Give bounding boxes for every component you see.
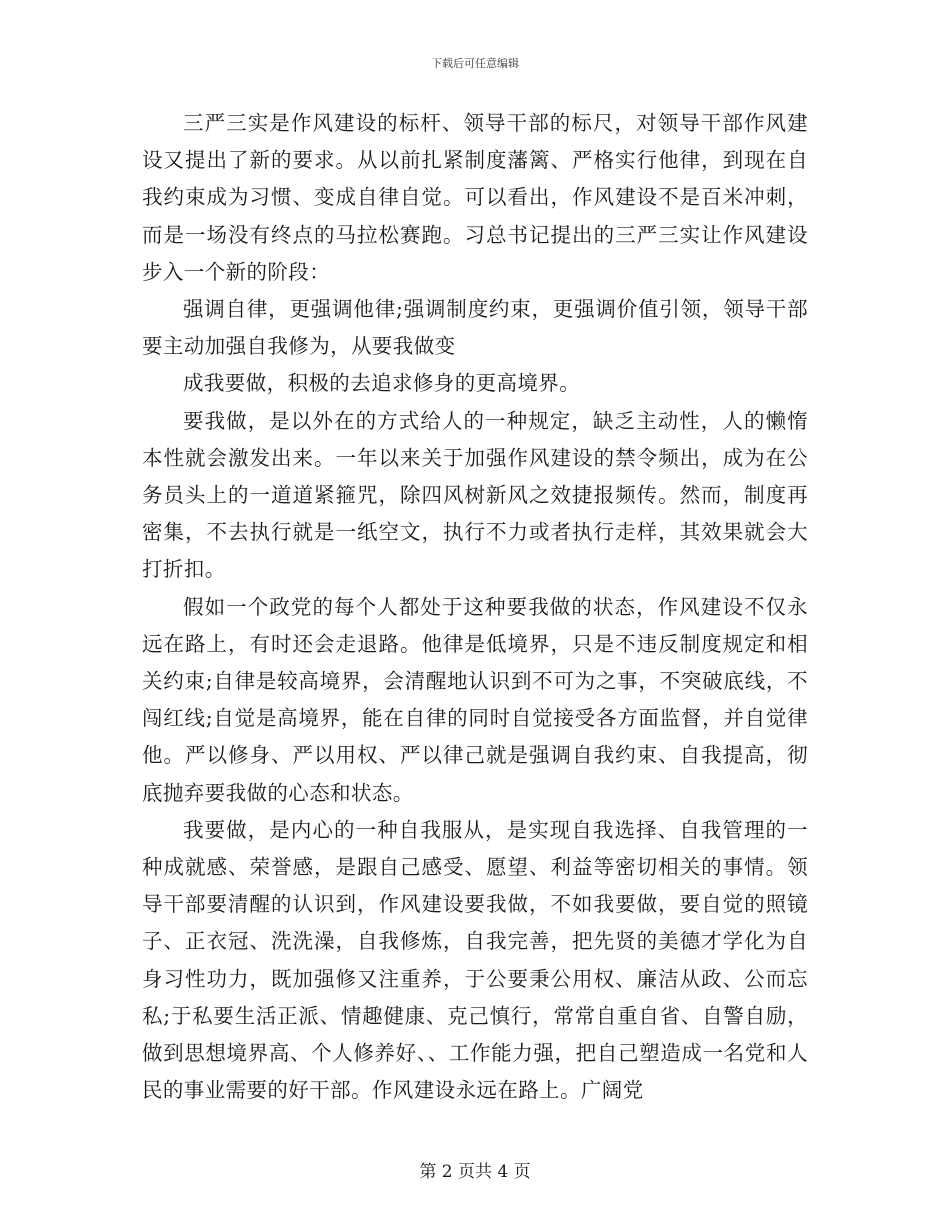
paragraph-5: 假如一个政党的每个人都处于这种要我做的状态，作风建设不仅永远在路上，有时还会走退路。他律是低境界，只是不违反制度规定和相关约束;自律是较高境界，会清醒地认识到不可为之事，不突破底线，不闯红线;自觉是高境界，能在自律的同时自觉接受各方面监督，并自觉律他。严以修身、严以用权、严以律己就是强调自我约束、自我提高，彻底抛弃要我做的心态和状态。	[142, 594, 808, 805]
paragraph-3: 成我要做，积极的去追求修身的更高境界。	[183, 371, 581, 396]
document-body	[142, 105, 808, 1109]
paragraph-6: 我要做，是内心的一种自我服从，是实现自我选择、自我管理的一种成就感、荣誉感，是跟自己感受、愿望、利益等密切相关的事情。领导干部要清醒的认识到，作风建设要我做，不如我要做，要自觉的照镜子、正衣冠、洗洗澡，自我修炼，自我完善，把先贤的美德才学化为自身习性功力，既加强修又注重养，于公要秉公用权、廉洁从政、公而忘私;于私要生活正派、情趣健康、克己慎行，常常自重自省、自警自励，做到思想境界高、个人修养好、、工作能力强，把自己塑造成一名党和人民的事业需要的好干部。作风建设永远在路上。广阔党	[142, 817, 808, 1103]
page-footer: 第 2 页共 4 页	[419, 1162, 531, 1182]
paragraph-4: 要我做，是以外在的方式给人的一种规定，缺乏主动性，人的懒惰本性就会激发出来。一年以来关于加强作风建设的禁令频出，成为在公务员头上的一道道紧箍咒，除四风树新风之效捷报频传。然而，制度再密集，不去执行就是一纸空文，执行不力或者执行走样，其效果就会大打折扣。	[142, 408, 808, 582]
paragraph-2: 强调自律，更强调他律;强调制度约束，更强调价值引领，领导干部要主动加强自我修为，从要我做变	[142, 297, 808, 359]
paragraph-1: 三严三实是作风建设的标杆、领导干部的标尺，对领导干部作风建设又提出了新的要求。从以前扎紧制度藩篱、严格实行他律，到现在自我约束成为习惯、变成自律自觉。可以看出，作风建设不是百米冲刺，而是一场没有终点的马拉松赛跑。习总书记提出的三严三实让作风建设步入一个新的阶段：	[142, 111, 808, 284]
page-header: 下载后可任意编辑	[431, 57, 519, 70]
